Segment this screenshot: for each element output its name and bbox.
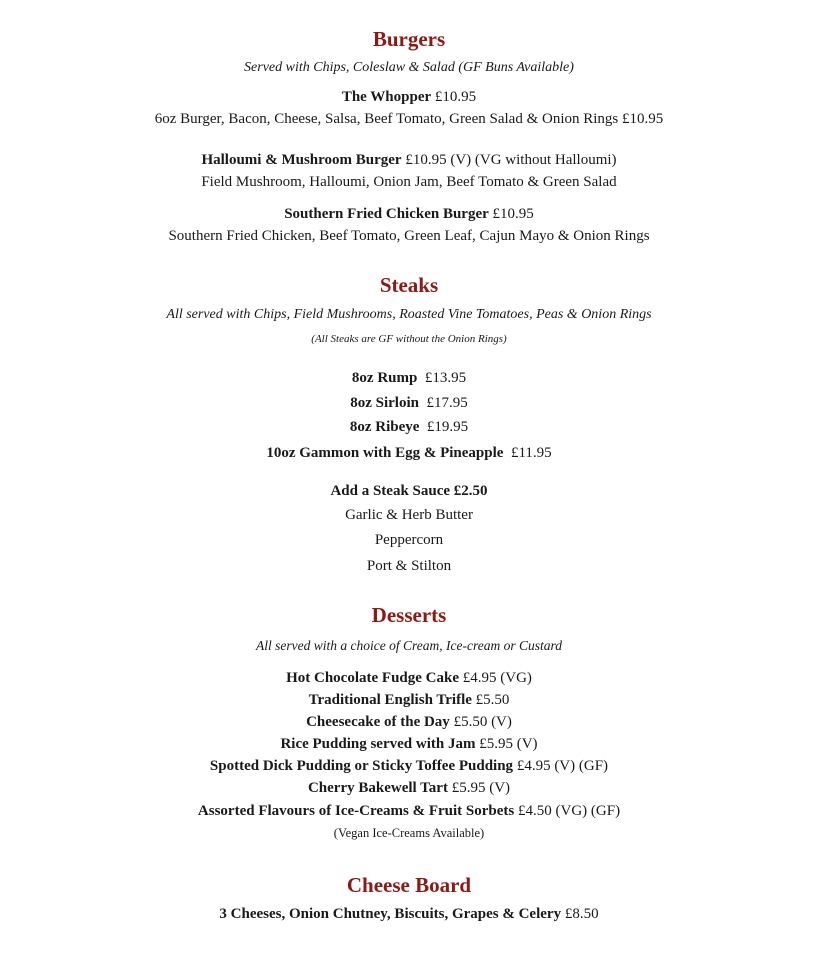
menu-item [0, 715, 818, 730]
menu-item [0, 759, 818, 774]
menu-item [0, 907, 818, 922]
item-price: £4.95 (VG) [459, 670, 532, 686]
item-name: Hot Chocolate Fudge Cake [286, 670, 459, 686]
item-price: £8.50 [561, 906, 599, 922]
item-price: £4.50 (VG) (GF) [514, 803, 621, 819]
desserts-subtitle: All served with a choice of Cream, Ice-cream or Custard [256, 638, 562, 653]
item-name: Assorted Flavours of Ice-Creams & Fruit Sorbets [197, 803, 515, 819]
item-name: 10oz Gammon with Egg & Pineapple [266, 445, 504, 461]
menu-item [0, 737, 818, 752]
item-name: The Whopper [341, 89, 432, 105]
item-description: Southern Fried Chicken, Beef Tomato, Green Leaf, Cajun Mayo & Onion Rings [168, 228, 650, 244]
item-price: £10.95 [431, 89, 477, 105]
menu-item [0, 420, 818, 435]
item-description: Field Mushroom, Halloumi, Onion Jam, Beef Tomato & Green Salad [201, 174, 617, 190]
cheese-board-heading: Cheese Board [346, 873, 472, 897]
item-price: £5.50 [471, 692, 510, 708]
menu-item [0, 153, 818, 168]
steaks-heading: Steaks [379, 273, 439, 297]
item-name: Cherry Bakewell Tart [307, 780, 448, 796]
menu-item [0, 207, 818, 222]
sauce-item: Port & Stilton [366, 558, 452, 574]
desserts-note: (Vegan Ice-Creams Available) [333, 826, 485, 840]
item-name: Cheesecake of the Day [306, 714, 450, 730]
item-name: Rice Pudding served with Jam [280, 736, 476, 752]
sauce-heading: Add a Steak Sauce £2.50 [330, 483, 488, 499]
item-price: £19.95 [419, 419, 469, 435]
burgers-subtitle: Served with Chips, Coleslaw & Salad (GF Buns Available) [244, 60, 574, 75]
item-name: 8oz Sirloin [350, 395, 419, 411]
item-price: £5.50 (V) [449, 714, 512, 730]
menu-item [0, 396, 818, 411]
menu-item [0, 371, 818, 386]
menu-item [0, 446, 818, 461]
item-name: 8oz Ribeye [349, 419, 420, 435]
menu-item [0, 804, 818, 819]
item-price: £10.95 [488, 206, 534, 222]
item-name: Southern Fried Chicken Burger [284, 206, 489, 222]
menu-item [0, 90, 818, 105]
item-name: Spotted Dick Pudding or Sticky Toffee Pudding [209, 758, 514, 774]
item-price: £13.95 [417, 370, 467, 386]
item-price: £4.95 (V) (GF) [513, 758, 609, 774]
item-description: 6oz Burger, Bacon, Cheese, Salsa, Beef Tomato, Green Salad & Onion Rings £10.95 [154, 111, 664, 127]
sauce-item: Peppercorn [374, 532, 444, 548]
item-price: £11.95 [503, 445, 552, 461]
burgers-heading: Burgers [372, 27, 446, 51]
item-name: 3 Cheeses, Onion Chutney, Biscuits, Grapes & Celery [219, 906, 562, 922]
item-name: Traditional English Trifle [308, 692, 472, 708]
menu-item [0, 781, 818, 796]
menu-item [0, 671, 818, 686]
item-name: Halloumi & Mushroom Burger [201, 152, 402, 168]
item-price: £10.95 (V) (VG without Halloumi) [401, 152, 617, 168]
sauce-item: Garlic & Herb Butter [345, 507, 473, 523]
desserts-heading: Desserts [371, 603, 447, 627]
menu-item [0, 693, 818, 708]
item-price: £5.95 (V) [475, 736, 538, 752]
steaks-note: (All Steaks are GF without the Onion Rings) [311, 333, 507, 345]
steaks-subtitle: All served with Chips, Field Mushrooms, Roasted Vine Tomatoes, Peas & Onion Rings [166, 307, 652, 322]
item-name: 8oz Rump [351, 370, 418, 386]
item-price: £5.95 (V) [447, 780, 511, 796]
item-price: £17.95 [419, 395, 468, 411]
